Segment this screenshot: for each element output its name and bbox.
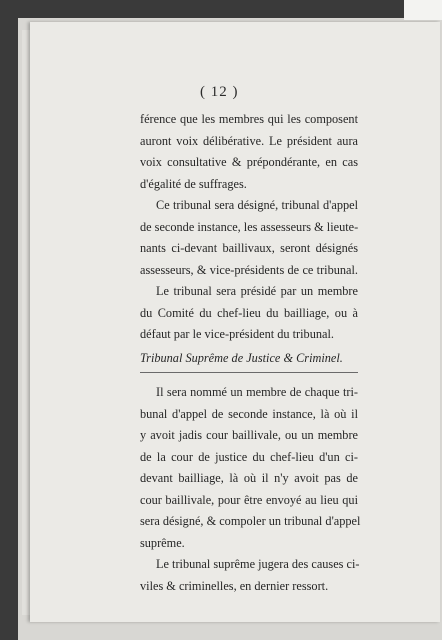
text-line: sera désigné, & compoler un tribunal d'appel [140, 514, 361, 528]
paragraph [140, 281, 358, 346]
text-line: cour baillivale, pour être envoyé au lieu qui [140, 492, 358, 507]
text-line: Il sera nommé un membre de chaque tri- [156, 385, 358, 399]
text-line: auront voix délibérative. Le président aura [140, 133, 358, 148]
text-line: devant bailliage, là où il n'y avoit pas de [140, 471, 358, 485]
text-line: férence que les membres qui les composent [140, 112, 358, 126]
paragraph [140, 554, 358, 597]
text-line: Le tribunal suprême jugera des causes ci- [156, 557, 360, 571]
text-line: assesseurs, & vice-présidents de ce tribunal. [140, 262, 358, 277]
text-line: nants ci-devant baillivaux, seront désignés [140, 241, 358, 255]
text-line: du Comité du chef-lieu du bailliage, ou à [140, 305, 358, 320]
text-line: bunal d'appel de seconde instance, là où il [140, 406, 358, 421]
adjacent-page-strip [404, 0, 442, 20]
text-line: y avoit jadis cour baillivale, ou un membre [140, 428, 358, 442]
section-heading: Tribunal Suprême de Justice & Criminel. [140, 348, 358, 374]
text-line: de la cour de justice du chef-lieu d'un ci- [140, 449, 358, 464]
page-body [140, 109, 361, 597]
text-line: de seconde instance, les assesseurs & lieute- [140, 219, 359, 234]
text-line: d'égalité de suffrages. [140, 176, 247, 191]
text-line: Ce tribunal sera désigné, tribunal d'appel [156, 198, 358, 212]
paragraph [140, 382, 361, 554]
text-line: voix consultative & prépondérante, en cas [140, 155, 358, 169]
paragraph [140, 195, 358, 281]
text-line: viles & criminelles, en dernier ressort. [140, 578, 329, 593]
page-number: ( 12 ) [200, 84, 239, 100]
text-line: Le tribunal sera présidé par un membre [156, 284, 358, 298]
text-line: défaut par le vice-président du tribunal. [140, 327, 334, 341]
text-line: suprême. [140, 535, 185, 550]
paragraph [140, 109, 358, 195]
